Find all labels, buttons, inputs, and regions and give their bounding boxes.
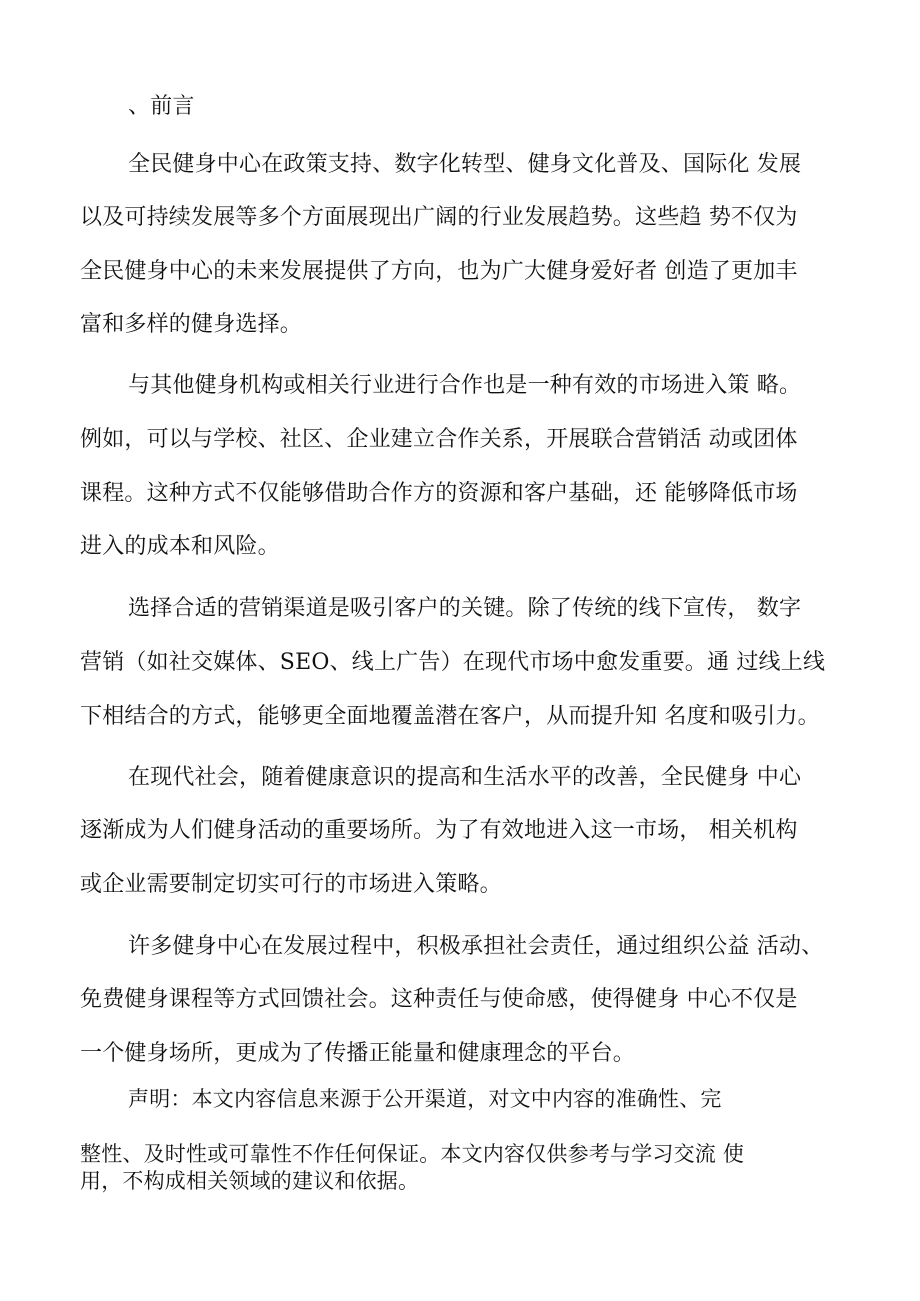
paragraph-line: 例如，可以与学校、社区、企业建立合作关系，开展联合营销活 动或团体 (80, 427, 798, 452)
paragraph-line: 或企业需要制定切实可行的市场进入策略。 (80, 872, 502, 897)
disclaimer-line: 用，不构成相关领域的建议和依据。 (80, 1169, 420, 1193)
disclaimer-line: 整性、及时性或可靠性不作任何保证。本文内容仅供参考与学习交流 使 (80, 1142, 745, 1166)
paragraph-line: 逐渐成为人们健身活动的重要场所。为了有效地进入这一市场， 相关机构 (80, 818, 798, 843)
paragraph-line: 进入的成本和风险。 (80, 534, 280, 559)
paragraph-line: 与其他健身机构或相关行业进行合作也是一种有效的市场进入策 略。 (128, 373, 802, 398)
paragraph-line: 下相结合的方式，能够更全面地覆盖潜在客户，从而提升知 名度和吸引力。 (80, 704, 820, 729)
paragraph-line: 全民健身中心的未来发展提供了方向，也为广大健身爱好者 创造了更加丰 (80, 259, 798, 284)
paragraph-line: 以及可持续发展等多个方面展现出广阔的行业发展趋势。这些趋 势不仅为 (80, 205, 798, 230)
paragraph-line: 许多健身中心在发展过程中，积极承担社会责任，通过组织公益 活动、 (128, 934, 824, 959)
paragraph-line: 免费健身课程等方式回馈社会。这种责任与使命感，使得健身 中心不仅是 (80, 987, 798, 1012)
paragraph-line: 一个健身场所，更成为了传播正能量和健康理念的平台。 (80, 1041, 636, 1066)
disclaimer-line: 声明：本文内容信息来源于公开渠道，对文中内容的准确性、完 (128, 1087, 722, 1111)
paragraph-line: 富和多样的健身选择。 (80, 312, 303, 337)
paragraph-line: 全民健身中心在政策支持、数字化转型、健身文化普及、国际化 发展 (128, 152, 802, 177)
paragraph-line: 营销（如社交媒体、SEO、线上广告）在现代市场中愈发重要。通 过线上线 (80, 650, 826, 675)
paragraph-line: 课程。这种方式不仅能够借助合作方的资源和客户基础，还 能够降低市场 (80, 481, 798, 506)
paragraph-line: 在现代社会，随着健康意识的提高和生活水平的改善，全民健身 中心 (128, 765, 802, 790)
section-heading: 、前言 (128, 94, 195, 119)
paragraph-line: 选择合适的营销渠道是吸引客户的关键。除了传统的线下宣传， 数字 (128, 596, 802, 621)
